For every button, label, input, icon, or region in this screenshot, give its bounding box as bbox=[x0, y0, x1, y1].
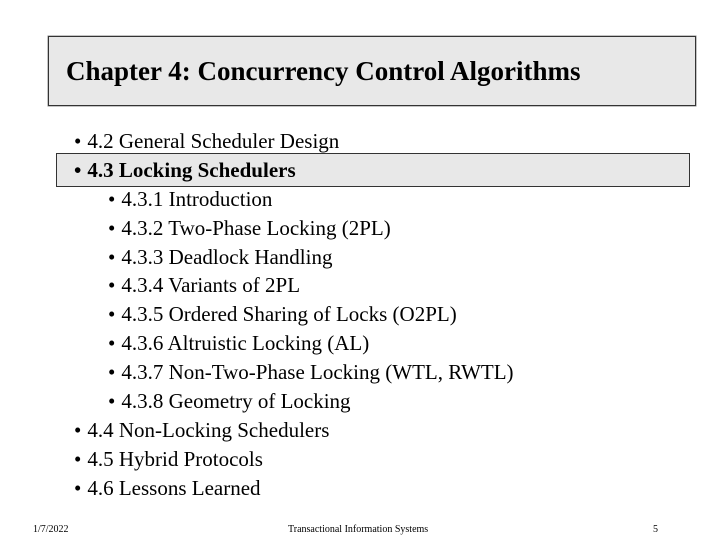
page-number: 5 bbox=[653, 524, 658, 535]
outline-item-text: 4.4 Non-Locking Schedulers bbox=[87, 418, 330, 442]
outline-item-text: 4.3 Locking Schedulers bbox=[87, 158, 296, 182]
outline-item bbox=[74, 446, 263, 472]
outline-item bbox=[74, 128, 339, 154]
outline-item-text: 4.3.5 Ordered Sharing of Locks (O2PL) bbox=[121, 302, 457, 326]
outline-item-text: 4.3.7 Non-Two-Phase Locking (WTL, RWTL) bbox=[121, 360, 514, 384]
bullet-icon: • bbox=[74, 129, 82, 153]
bullet-icon: • bbox=[108, 187, 116, 211]
bullet-icon: • bbox=[74, 476, 82, 500]
outline-item-text: 4.3.3 Deadlock Handling bbox=[121, 245, 333, 269]
outline-subitem bbox=[108, 244, 332, 270]
footer-date: 1/7/2022 bbox=[33, 524, 69, 535]
outline-subitem bbox=[108, 359, 514, 385]
outline-item-text: 4.3.6 Altruistic Locking (AL) bbox=[121, 331, 370, 355]
bullet-icon: • bbox=[108, 360, 116, 384]
bullet-icon: • bbox=[74, 158, 82, 182]
bullet-icon: • bbox=[108, 331, 116, 355]
bullet-icon: • bbox=[74, 418, 82, 442]
outline-item-text: 4.3.1 Introduction bbox=[121, 187, 273, 211]
outline-subitem bbox=[108, 330, 369, 356]
bullet-icon: • bbox=[108, 302, 116, 326]
outline-item-text: 4.3.8 Geometry of Locking bbox=[121, 389, 351, 413]
outline-item-text: 4.5 Hybrid Protocols bbox=[87, 447, 263, 471]
outline-item-text: 4.6 Lessons Learned bbox=[87, 476, 261, 500]
outline-subitem bbox=[108, 301, 457, 327]
bullet-icon: • bbox=[108, 273, 116, 297]
outline-item bbox=[74, 475, 261, 501]
outline-item-text: 4.3.4 Variants of 2PL bbox=[121, 273, 301, 297]
outline-subitem bbox=[108, 186, 272, 212]
outline-subitem bbox=[108, 272, 300, 298]
bullet-icon: • bbox=[108, 245, 116, 269]
bullet-icon: • bbox=[74, 447, 82, 471]
outline-item-text: 4.2 General Scheduler Design bbox=[87, 129, 340, 153]
bullet-icon: • bbox=[108, 216, 116, 240]
outline-item-highlighted bbox=[74, 157, 296, 183]
outline-subitem bbox=[108, 388, 351, 414]
footer-title: Transactional Information Systems bbox=[288, 524, 429, 535]
outline-item-text: 4.3.2 Two-Phase Locking (2PL) bbox=[121, 216, 391, 240]
slide-title: Chapter 4: Concurrency Control Algorithms bbox=[66, 56, 581, 86]
outline-subitem bbox=[108, 215, 391, 241]
outline-item bbox=[74, 417, 329, 443]
bullet-icon: • bbox=[108, 389, 116, 413]
